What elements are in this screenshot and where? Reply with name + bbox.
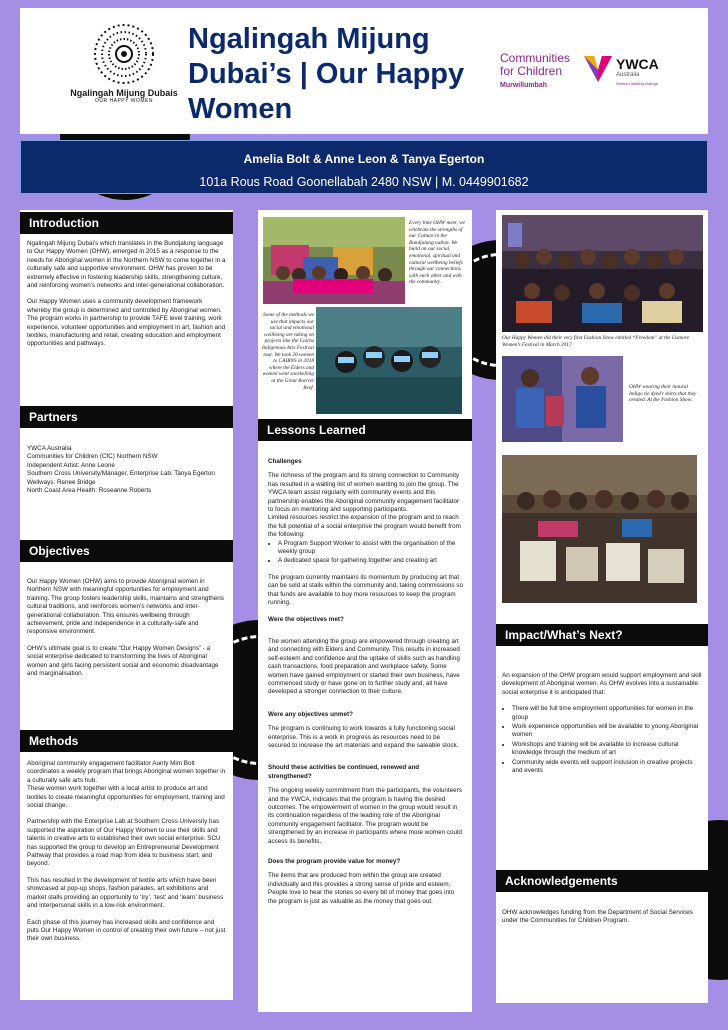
- challenges-need-item: • A Program Support Worker to assist with the organisation of the weekly group: [278, 540, 464, 557]
- tie-dye-shirts-photo: [502, 356, 623, 442]
- acknowledgements-heading: Acknowledgements: [496, 870, 708, 892]
- ywca-logo: [582, 54, 659, 89]
- value-paragraph: The items that are produced from within the group are created individually and this provides a strong sense of pride and esteem. People love to hear the stories so every bit of money that goes into the program is just as valuable as the money that goes out.: [268, 872, 455, 905]
- continue-paragraph: The ongoing weekly commitment from the participants, the volunteers and the YWCA, indicates that the program is having the desired outcomes. The empowerment of women in the group would result in its continuation regardless of the leading role of the Aboriginal community engagement facilitator. The program would be strengthened by an increase in participants where more women could access its benefits.: [268, 787, 462, 845]
- snorkelling-photo: [316, 307, 462, 414]
- group-logo: [64, 22, 184, 122]
- methods-paragraph-4: Each phase of this journey has increased skills and confidence and puts Our Happy Women in control of creating their own future – not just their own business.: [27, 918, 226, 943]
- impact-intro: An expansion of the OHW program would support employment and skill development of Aboriginal women. As OHW evolves into a sustainable social enterprise it is anticipated that:: [502, 672, 702, 696]
- continue-subheading: Should these activities be continued, renewed and strengthened?: [268, 764, 420, 780]
- introduction-paragraph-1: Ngalingah Mijung Dubai’s which translates in the Bundjalung language to Our Happy Women (OHW), emerged in 2015 as a response to the needs for Aboriginal women in the Northern NSW to come together in a culturally safe and supportive environment. OHW has proven to be extremely effective in fostering leadership skills, strengthening culture, and reinforcing women’s networks and inter-generational collaboration.: [27, 240, 226, 290]
- partner-item: Wellways: Renee Bridge: [27, 478, 96, 486]
- challenges-paragraph-1b: Limited resources restrict the expansion of the program and to reach the full potential of a social enterprise the program would benefit from the following:: [268, 514, 461, 539]
- ywca-tagline: Women leading change: [616, 81, 658, 86]
- challenges-needs-list: [268, 540, 464, 566]
- methods-paragraph-1b: These women work together with a local artist to produce art and textiles to create meaningful opportunities for employment, training and social change.: [27, 785, 225, 810]
- impact-item: • Community wide events will support inclusion in creative projects and events: [512, 759, 702, 776]
- methods-paragraph-1: Aboriginal community engagement facilitator Aunty Mim Bolt coordinates a weekly program that brings Aboriginal women together in a culturally safe arts hub.: [27, 760, 226, 784]
- objectives-unmet-paragraph: The program is continuing to work towards a fully functioning social enterprise. This is a work in progress as resources need to be secured to increase the art materials and expand the saleable stock.: [268, 725, 459, 749]
- fashion-show-group-photo: [502, 215, 703, 332]
- objectives-heading: Objectives: [20, 540, 233, 562]
- challenges-subheading: Challenges: [268, 458, 302, 465]
- challenges-paragraph-2: The program currently maintains its momentum by producing art that can be sold at stalls within the community and, taking commissions so that funds are available to buy more resources to keep the program running.: [268, 573, 463, 607]
- partner-item: Communities for Children (CfC) Northern NSW: [27, 453, 158, 461]
- introduction-body: [27, 240, 227, 357]
- objectives-met-paragraph: The women attending the group are empowered through creating art and connecting with Elders and Community. This results in increased self-esteem and confidence and the uptake of skills such as handling cash transactions, food preparation and workplace safety. Some women have gained employment or started their own business, have commenced study or have gone on to further study and, all have developed a stronger connection to their culture.: [268, 637, 460, 696]
- acknowledgements-body: OHW acknowledges funding from the Department of Social Services under the Communities for Children Program.: [502, 909, 693, 925]
- partner-item: North Coast Area Health: Roseanne Roberts: [27, 487, 152, 495]
- impact-item: • Work experience opportunities will be available to young Aboriginal women: [512, 723, 702, 740]
- objectives-unmet-subheading: Were any objectives unmet?: [268, 710, 353, 718]
- partner-item: YWCA Australia: [27, 445, 72, 452]
- introduction-heading: Introduction: [20, 212, 233, 234]
- objectives-paragraph-1: Our Happy Women (OHW) aims to provide Aboriginal women in Northern NSW with meaningful opportunities for employment and training. The group fosters leadership skills, maintains and strengthens cultural traditions, and reinforces women’s networks and inter-generational collaboration. This ensures wellbeing through achievement, pride and independence in a culturally-safe and responsive environment.: [27, 578, 224, 636]
- ywca-name: YWCA: [616, 56, 659, 72]
- objectives-paragraph-2: OHW’s ultimate goal is to create “Our Happy Women Designs” - a social enterprise dedicated to transforming the lives of Aboriginal women and girls facing persistent social and economic disadvantage and marginalisation.: [27, 644, 219, 678]
- challenges-need-item: • A dedicated space for gathering together and creating art: [278, 557, 464, 565]
- methods-body: [27, 760, 227, 952]
- lessons-learned-heading: Lessons Learned: [258, 419, 472, 441]
- cfc-line-2: for Children: [500, 64, 563, 78]
- cfc-line-3: Murwillumbah: [500, 82, 548, 89]
- partners-list: [27, 445, 227, 495]
- dot-circle-logo-icon: [92, 22, 156, 86]
- lessons-learned-body: [268, 458, 464, 914]
- challenges-paragraph-1: The richness of the program and its strong connection to Community has resulted in a waiting list of women wanting to join the group. The YWCA team assist regularly with community events and this partnership enables the Aboriginal community engagement facilitator to focus on mentoring and supporting participants.: [268, 472, 460, 514]
- author-banner: [20, 140, 708, 194]
- objectives-met-subheading: Were the objectives met?: [268, 615, 344, 623]
- group-photo-banners: [263, 217, 405, 304]
- partner-item: Independent Artist: Anne Leone: [27, 461, 115, 469]
- header: [20, 8, 708, 134]
- introduction-paragraph-2: Our Happy Women uses a community development framework whereby the group is determined and controlled by Aboriginal women. The program works in partnership to provide TAFE level training, work experience, volunteer opportunities and employment in art, fashion and textiles, manufacturing and retail, creating education and employment opportunities and pathways.: [27, 298, 226, 348]
- impact-list: [502, 705, 702, 775]
- ywca-subtitle: Australia: [616, 72, 640, 78]
- impact-item: • There will be full time employment opportunities for women in the group: [512, 705, 702, 722]
- methods-heading: Methods: [20, 730, 233, 752]
- communities-for-children-logo: [500, 52, 570, 89]
- logo-subtitle: OUR HAPPY WOMEN: [95, 98, 153, 104]
- impact-body: [502, 672, 702, 783]
- art-group-photo: [502, 455, 697, 603]
- logo-name: Ngalingah Mijung Dubais: [70, 88, 178, 98]
- impact-item: • Workshops and training will be available to increase cultural knowledge through the medium of art: [512, 741, 702, 758]
- value-subheading: Does the program provide value for money?: [268, 858, 401, 866]
- cfc-line-1: Communities: [500, 51, 571, 65]
- poster-title: Ngalingah Mijung Dubai’s | Our Happy Women: [188, 23, 465, 125]
- contact-details: 101a Rous Road Goonellabah 2480 NSW | M. 0449901682: [199, 175, 529, 189]
- methods-paragraph-2: Partnership with the Enterprise Lab at Southern Cross University has supported the aspiration of Our Happy Women to use their skills and talents in creative arts to established their own social enterprise. SCU has supported the group to develop an Entrepreneurial Development Pathway that provides a road map from idea to business start, and beyond.: [27, 818, 221, 868]
- ywca-v-icon: [582, 54, 614, 84]
- caption-cairns-trip: Some of the methods we use that impacts our social and emotional wellbeing are taking on projects like the Cairns Indigenous Arts Festival tour. We took 20 women to CAIRNS in 2018 where the Elders and women went snorkelling at the Great Barrier Reef.: [262, 312, 314, 391]
- caption-weekly-meet: Every time OHW meet, we celebrate the strengths of our Culture in the Bundjalung nation. We build on our social, emotional, spiritual and cultural wellbeing beliefs through our connections with each other and with the community.: [409, 220, 466, 286]
- objectives-body: [27, 578, 227, 686]
- methods-paragraph-3: This has resulted in the development of textile arts which have been showcased at pop-up shops, fashion parades, art exhibitions and market stalls providing an opportunity to ‘try’, ‘test’ and ‘learn’ business and interpersonal skills in a low-risk environment.: [27, 876, 224, 910]
- impact-heading: Impact/What’s Next?: [496, 624, 708, 646]
- partner-item: Southern Cross University/Manager, Enterprise Lab: Tanya Egerton: [27, 470, 215, 478]
- authors: Amelia Bolt & Anne Leon & Tanya Egerton: [243, 152, 485, 166]
- caption-tie-dye-shirts: OHW wearing their natural Indigo tie dyed t shirts that they created. At the Fashion Show.: [629, 384, 697, 404]
- partners-heading: Partners: [20, 406, 233, 428]
- caption-first-fashion-show: Our Happy Women did their very first Fashion Show entitled “Freedom” at the Lismore Women’s Festival in March 2017: [502, 335, 689, 348]
